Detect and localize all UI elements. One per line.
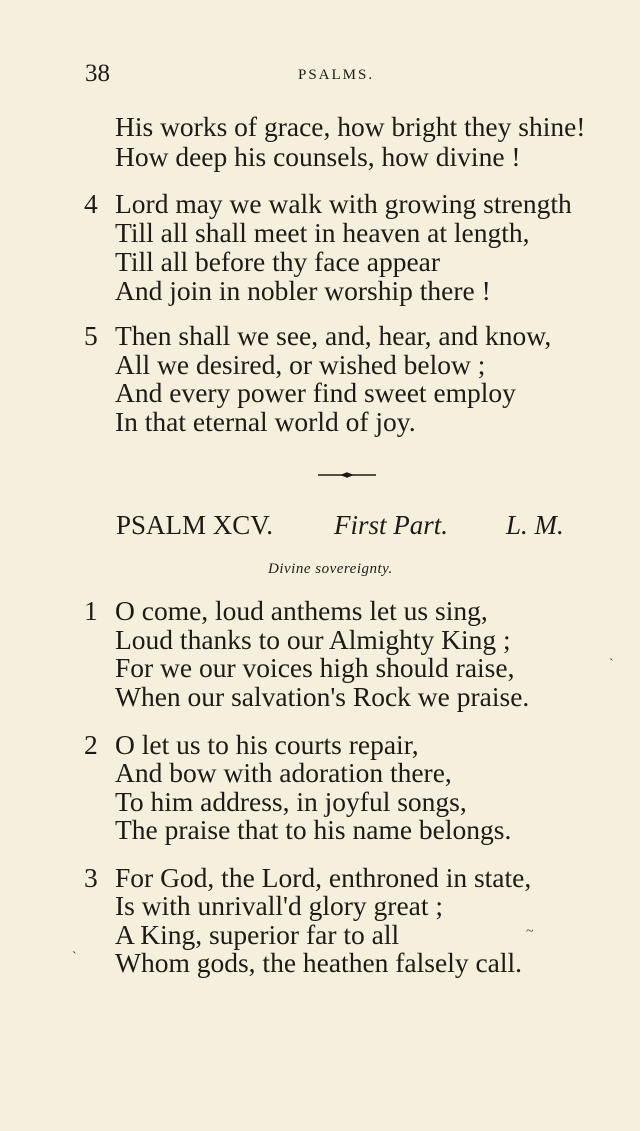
psalm-meter: L. M.	[506, 510, 564, 540]
verse-line: O come, loud anthems let us sing,	[115, 595, 488, 626]
verse-line: And join in nobler worship there !	[115, 275, 491, 306]
stanza-number: 5	[84, 320, 98, 351]
verse-line: O let us to his courts repair,	[115, 729, 419, 760]
ornament-divider	[318, 472, 376, 478]
verse-line: How deep his counsels, how divine !	[115, 141, 521, 172]
verse-line: A King, superior far to all	[115, 919, 400, 950]
running-head: PSALMS.	[298, 67, 375, 83]
verse-line: And bow with adoration there,	[115, 757, 452, 788]
verse-line: His works of grace, how bright they shine!	[115, 111, 586, 142]
psalm-heading	[116, 510, 564, 541]
stanza-number: 1	[84, 595, 98, 626]
page-number: 38	[85, 60, 110, 87]
verse-line: Is with unrivall'd glory great ;	[115, 890, 444, 921]
verse-line: For God, the Lord, enthroned in state,	[115, 862, 532, 893]
verse-line: Loud thanks to our Almighty King ;	[115, 624, 511, 655]
psalm-part: First Part.	[334, 510, 449, 540]
verse-line: Whom gods, the heathen falsely call.	[115, 947, 523, 978]
verse-line: For we our voices high should raise,	[115, 652, 515, 683]
psalm-title: PSALM XCV.	[116, 510, 274, 540]
verse-line: In that eternal world of joy.	[115, 406, 416, 437]
stanza-number: 4	[84, 188, 98, 219]
stanza-number: 3	[84, 862, 98, 893]
verse-line: To him address, in joyful songs,	[115, 786, 467, 817]
verse-line: Till all before thy face appear	[115, 246, 441, 277]
verse-line: Lord may we walk with growing strength	[115, 188, 572, 219]
print-speck: `	[609, 657, 614, 672]
stanza-number: 2	[84, 729, 98, 760]
verse-line: All we desired, or wished below ;	[115, 349, 486, 380]
verse-line: And every power find sweet employ	[115, 377, 516, 408]
print-speck: `	[72, 950, 77, 965]
verse-line: When our salvation's Rock we praise.	[115, 681, 530, 712]
verse-line: The praise that to his name belongs.	[115, 814, 512, 845]
verse-line: Then shall we see, and, hear, and know,	[115, 320, 552, 351]
print-speck: ~	[526, 924, 534, 939]
psalm-subject: Divine sovereignty.	[268, 561, 393, 577]
verse-line: Till all shall meet in heaven at length,	[115, 217, 530, 248]
